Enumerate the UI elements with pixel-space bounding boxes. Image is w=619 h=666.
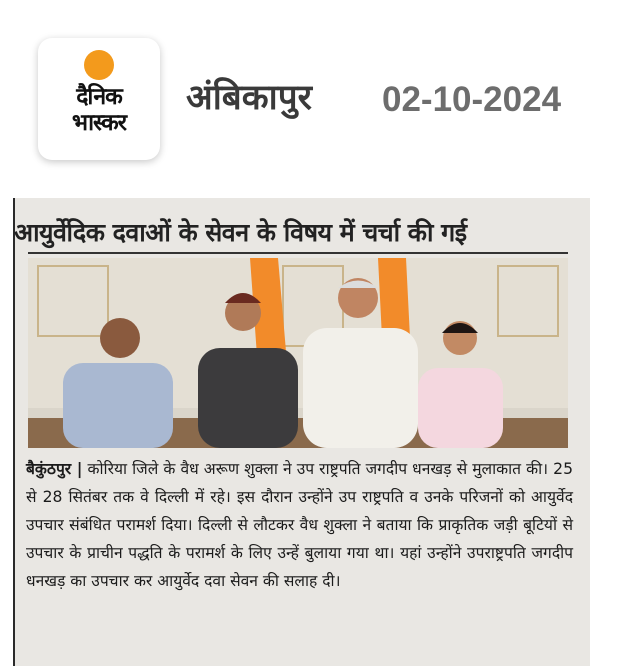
logo-text-line1: दैनिक xyxy=(76,84,122,110)
article-body: कोरिया जिले के वैध अरूण शुक्ला ने उप राष्ट्रपति जगदीप धनखड़ से मुलाकात की। 25 से 28 सितंबर तक वे दिल्ली में रहे। इस दौरान उन्होंने उप राष्ट्रपति व उनके परिजनों को आयुर्वेद उपचार संबंधित परामर्श दिया। दिल्ली से लौटकर वैध शुक्ला ने बताया कि प्राकृतिक जड़ी बूटियों से उपचार के प्राचीन पद्धति के परामर्श के लिए उन्हें बुलाया गया था। यहां उन्होंने उपराष्ट्रपति जगदीप धनखड़ का उपचार कर आयुर्वेद दवा सेवन की सलाह दी। xyxy=(26,460,573,590)
edition-date: 02-10-2024 xyxy=(382,80,562,119)
logo-text-line2: भास्कर xyxy=(71,110,127,136)
article-dateline: बैकुंठपुर | xyxy=(26,460,83,478)
app-header xyxy=(0,0,619,180)
article-caption xyxy=(26,455,573,595)
clipping-edge xyxy=(13,198,15,666)
group-photo-illustration xyxy=(28,258,568,448)
dainik-bhaskar-logo[interactable] xyxy=(38,38,160,160)
article-photo xyxy=(28,258,568,448)
edition-city: अंबिकापुर xyxy=(186,78,312,118)
headline-rule xyxy=(28,252,568,254)
article-headline: आयुर्वेदिक दवाओं के सेवन के विषय में चर्चा की गई xyxy=(14,218,467,247)
sun-icon xyxy=(84,50,114,80)
